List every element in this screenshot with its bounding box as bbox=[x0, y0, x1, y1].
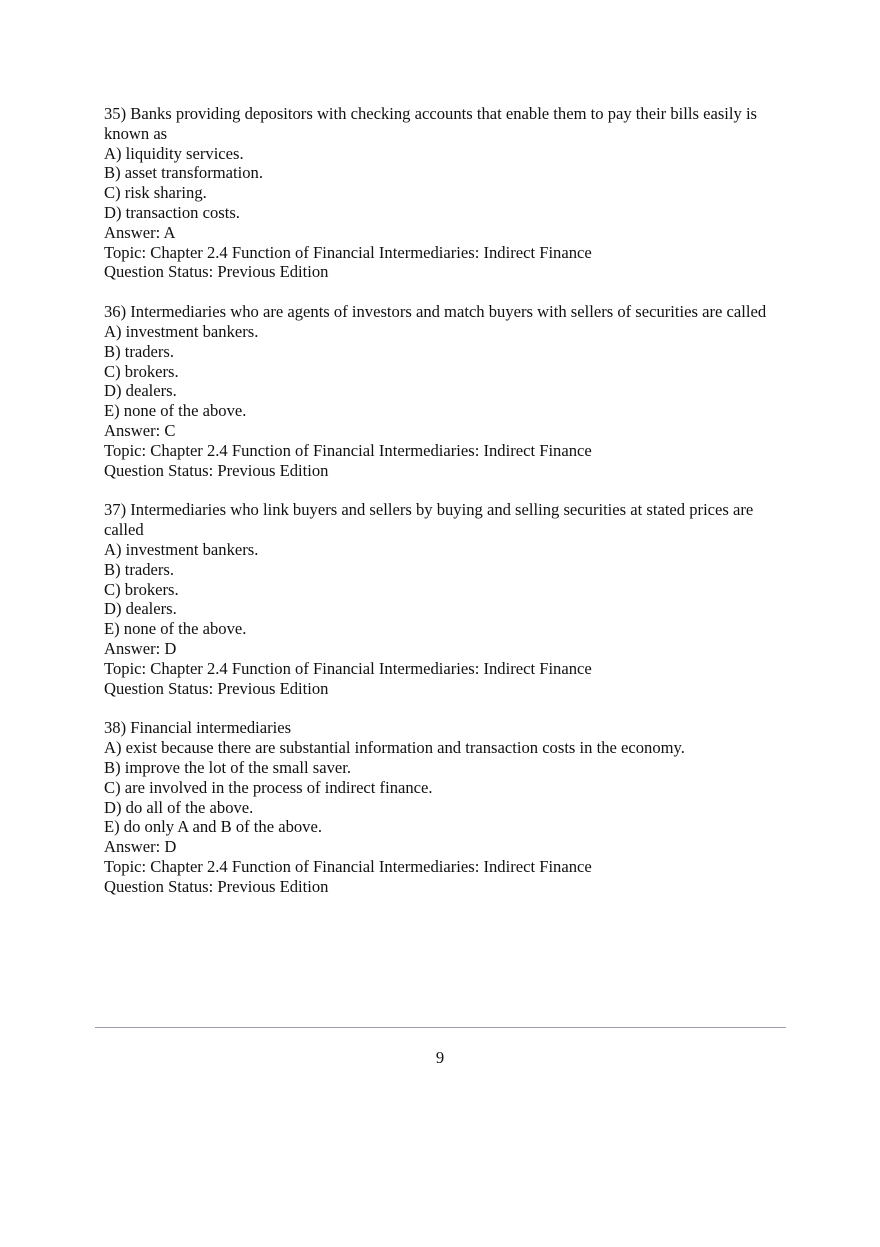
page-number: 9 bbox=[435, 1048, 445, 1067]
footer-divider bbox=[95, 1027, 786, 1028]
answer-option: B) improve the lot of the small saver. bbox=[104, 757, 352, 777]
answer-option: D) do all of the above. bbox=[104, 797, 254, 817]
answer-option: A) investment bankers. bbox=[104, 321, 259, 341]
answer-option: A) investment bankers. bbox=[104, 539, 259, 559]
answer-option: C) are involved in the process of indirect finance. bbox=[104, 777, 433, 797]
topic-line: Topic: Chapter 2.4 Function of Financial Intermediaries: Indirect Finance bbox=[104, 440, 592, 460]
answer-option: A) exist because there are substantial information and transaction costs in the economy. bbox=[104, 738, 685, 758]
answer-option: D) transaction costs. bbox=[104, 202, 240, 222]
answer-key: Answer: D bbox=[104, 837, 177, 857]
topic-line: Topic: Chapter 2.4 Function of Financial Intermediaries: Indirect Finance bbox=[104, 242, 592, 262]
answer-option: B) traders. bbox=[104, 559, 175, 579]
question-block bbox=[104, 718, 794, 896]
question-status: Question Status: Previous Edition bbox=[104, 460, 329, 480]
question-status: Question Status: Previous Edition bbox=[104, 876, 329, 896]
question-stem: 37) Intermediaries who link buyers and sellers by buying and selling securities at stated prices are called bbox=[104, 500, 754, 540]
topic-line: Topic: Chapter 2.4 Function of Financial Intermediaries: Indirect Finance bbox=[104, 856, 592, 876]
answer-option: B) asset transformation. bbox=[104, 163, 263, 183]
answer-option: E) do only A and B of the above. bbox=[104, 817, 322, 837]
answer-key: Answer: A bbox=[104, 222, 176, 242]
answer-option: C) brokers. bbox=[104, 579, 179, 599]
question-block bbox=[104, 500, 794, 698]
question-stem: 38) Financial intermediaries bbox=[104, 718, 292, 738]
question-block bbox=[104, 302, 794, 480]
answer-option: E) none of the above. bbox=[104, 619, 247, 639]
topic-line: Topic: Chapter 2.4 Function of Financial Intermediaries: Indirect Finance bbox=[104, 658, 592, 678]
question-block bbox=[104, 104, 794, 282]
answer-option: A) liquidity services. bbox=[104, 143, 244, 163]
question-stem: 36) Intermediaries who are agents of investors and match buyers with sellers of securities are called bbox=[104, 302, 767, 322]
answer-option: C) risk sharing. bbox=[104, 183, 207, 203]
question-stem: 35) Banks providing depositors with checking accounts that enable them to pay their bills easily is known as bbox=[104, 104, 758, 143]
answer-key: Answer: D bbox=[104, 638, 177, 658]
question-list bbox=[104, 104, 794, 916]
answer-option: D) dealers. bbox=[104, 599, 177, 619]
question-status: Question Status: Previous Edition bbox=[104, 262, 329, 282]
answer-option: B) traders. bbox=[104, 341, 175, 361]
question-status: Question Status: Previous Edition bbox=[104, 678, 329, 698]
answer-option: C) brokers. bbox=[104, 361, 179, 381]
answer-option: D) dealers. bbox=[104, 381, 177, 401]
answer-key: Answer: C bbox=[104, 420, 176, 440]
answer-option: E) none of the above. bbox=[104, 401, 247, 421]
